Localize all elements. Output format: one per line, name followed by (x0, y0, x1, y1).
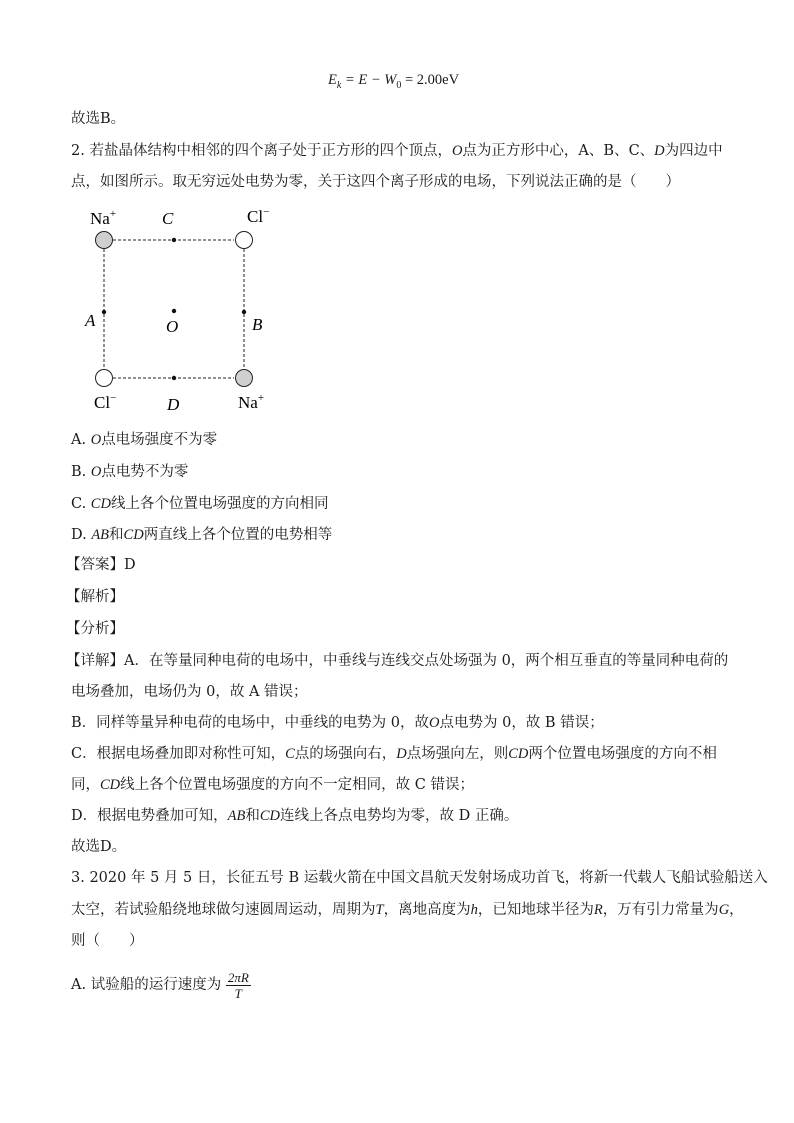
label-c: C (162, 209, 174, 228)
q3-stem-line3: 则（ ） (71, 933, 144, 949)
q2-option-b: B. O点电势不为零 (71, 464, 189, 480)
q2-detail-line6: D．根据电势叠加可知，AB和CD连线上各点电势均为零，故 D 正确。 (71, 808, 519, 824)
point-c (172, 238, 176, 242)
velocity-fraction: $\frac{2\pi R}{T}$ (227, 969, 249, 1001)
q2-jiexi-tag: 【解析】 (66, 589, 124, 605)
ion-cl-bottom-left (96, 370, 113, 387)
label-b: B (252, 315, 263, 334)
q2-detail-line4: C．根据电场叠加即对称性可知，C点的场强向右，D点场强向左，则CD两个位置电场强度的方向不相 (71, 746, 717, 762)
q2-detail-line2: 电场叠加，电场仍为 0，故 A 错误； (71, 684, 308, 700)
q2-option-a: A. O点电场强度不为零 (71, 432, 218, 448)
label-a: A (85, 311, 96, 330)
ion-square-figure (80, 200, 280, 420)
q3-option-a: A. 试验船的运行速度为 $\frac{2\pi R}{T}$ (71, 969, 249, 1001)
point-b (242, 310, 246, 314)
point-o (172, 309, 176, 313)
label-d: D (167, 395, 180, 414)
ion-na-top-left (96, 232, 113, 249)
q2-conclusion: 故选D。 (71, 839, 127, 855)
q2-detail-line3: B．同样等量异种电荷的电场中，中垂线的电势为 0，故O点电势为 0，故 B 错误； (71, 715, 604, 731)
q2-answer: 【答案】D (66, 557, 136, 573)
ion-cl-top-right (236, 232, 253, 249)
q3-stem-line1: 3. 2020 年 5 月 5 日，长征五号 B 运载火箭在中国文昌航天发射场成功首飞，将新一代载人飞船试验船送入 (71, 870, 768, 886)
q2-option-d: D. AB和CD两直线上各个位置的电势相等 (71, 527, 333, 543)
ion-na-bottom-right (236, 370, 253, 387)
q1-conclusion: 故选B。 (71, 111, 126, 127)
q2-detail-line1: 【详解】A．在等量同种电荷的电场中，中垂线与连线交点处场强为 0，两个相互垂直的等量同种电荷的 (66, 653, 729, 669)
label-cl-top-right: Cl− (247, 206, 270, 226)
q2-stem-line2: 点，如图所示。取无穷远处电势为零，关于这四个离子形成的电场，下列说法正确的是（ ） (71, 174, 680, 190)
label-na-top-left: Na+ (90, 208, 117, 228)
q2-detail-line5: 同，CD线上各个位置电场强度的方向不一定相同，故 C 错误； (71, 777, 474, 793)
label-o: O (166, 317, 179, 336)
label-na-bottom-right: Na+ (238, 392, 265, 412)
q2-stem-line1: 2. 若盐晶体结构中相邻的四个离子处于正方形的四个顶点，O点为正方形中心，A、B、C、D为四边中 (71, 143, 723, 159)
q3-stem-line2: 太空，若试验船绕地球做匀速圆周运动，周期为T，离地高度为h，已知地球半径为R，万有引力常量为G， (71, 902, 744, 918)
point-d (172, 376, 176, 380)
label-cl-bottom-left: Cl− (94, 392, 117, 412)
q2-option-c: C. CD线上各个位置电场强度的方向相同 (71, 496, 329, 512)
point-a (102, 310, 106, 314)
q2-fenxi-tag: 【分析】 (66, 621, 124, 637)
energy-equation: $E_k = E - W_0 = 2.00eV$ (328, 72, 460, 91)
